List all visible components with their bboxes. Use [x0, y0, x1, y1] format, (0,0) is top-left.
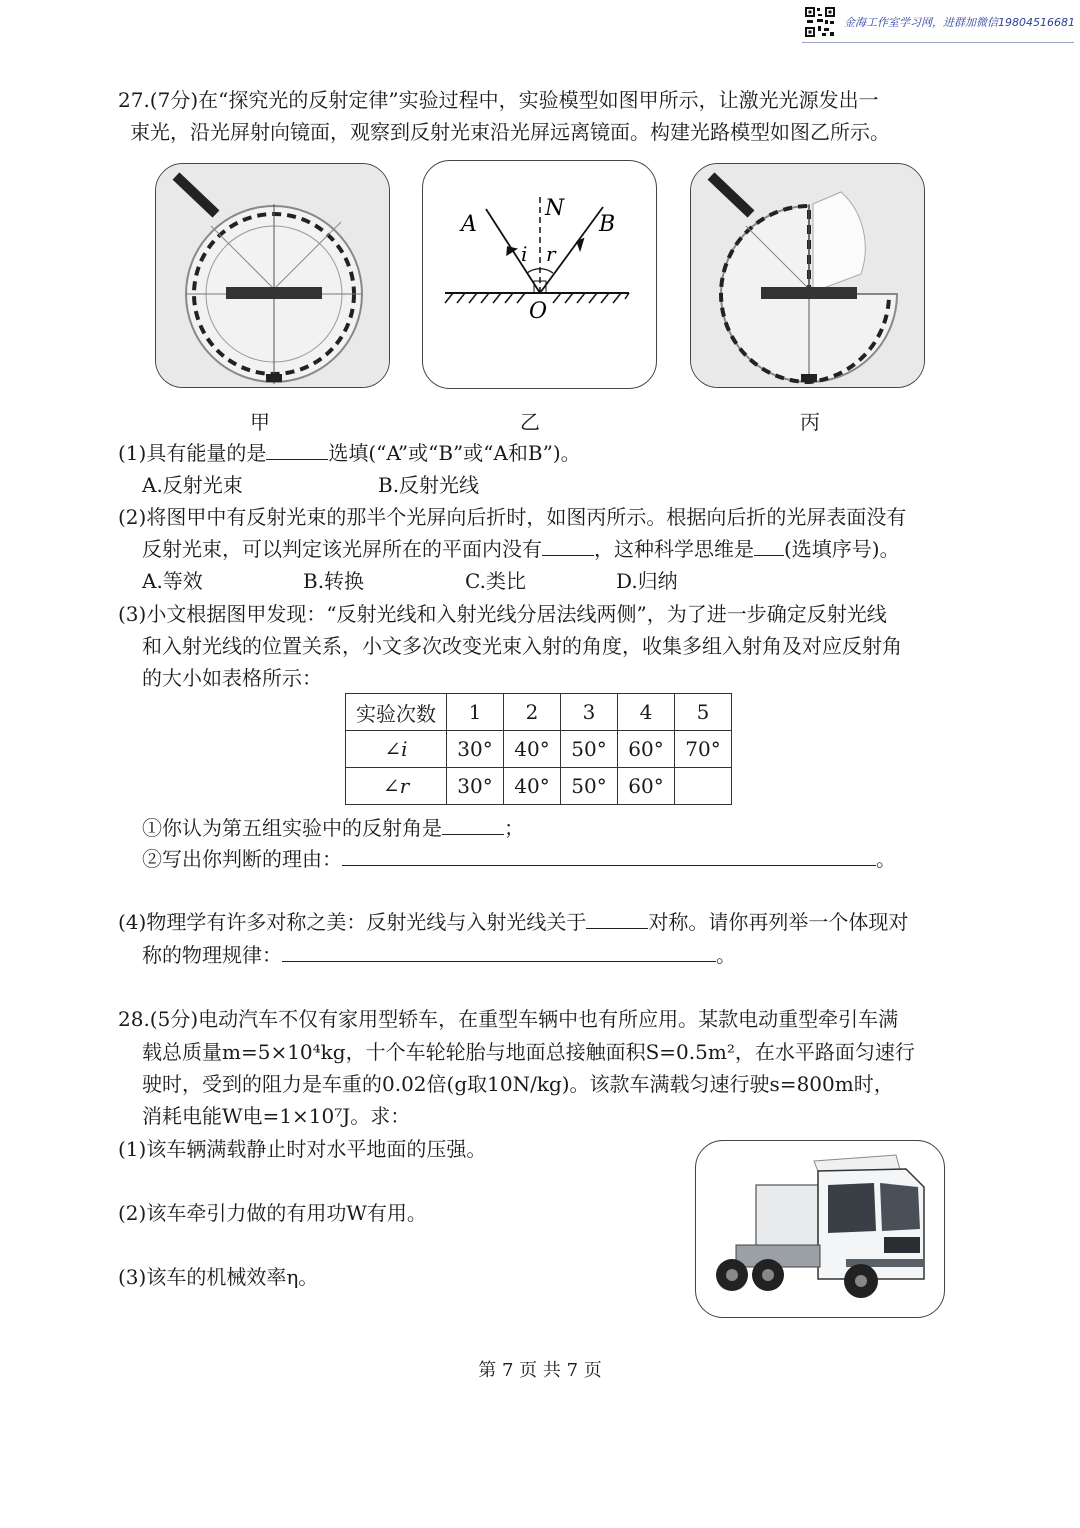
- q27-part2-text-c: (选填序号)。: [784, 537, 900, 561]
- header-divider: [802, 42, 1074, 43]
- q27-part3-line3: 的大小如表格所示：: [142, 666, 322, 690]
- q28-line4: 消耗电能W电=1×10⁷J。求：: [142, 1104, 411, 1128]
- q27-part2-line1: (2)将图甲中有反射光束的那半个光屏向后折时，如图丙所示。根据向后折的光屏表面没有: [118, 505, 907, 529]
- data-table: [345, 693, 732, 805]
- q27-part1: [118, 437, 581, 469]
- q27-part2-option-d: D.归纳: [616, 569, 678, 593]
- q28-line1: 28.(5分)电动汽车不仅有家用型轿车，在重型车辆中也有所应用。某款电动重型牵引车满: [118, 1007, 899, 1031]
- q27-part3-sub1-text: ①你认为第五组实验中的反射角是: [142, 816, 442, 840]
- diagram-label-o: O: [529, 299, 548, 324]
- q27-part1-option-a: A.反射光束: [142, 473, 243, 497]
- q27-part4-text-b: 对称。请你再列举一个体现对: [648, 910, 909, 934]
- q27-part2-option-b: B.转换: [303, 569, 365, 593]
- q27-part3-sub1: [142, 812, 524, 844]
- q27-part2-text-b: ，这种科学思维是: [594, 537, 754, 561]
- q27-part1-prefix: (1)具有能量的是: [118, 441, 267, 465]
- q27-part2-text-a: 反射光束，可以判定该光屏所在的平面内没有: [142, 537, 542, 561]
- answer-blank: [754, 537, 784, 556]
- q28-line3: 驶时，受到的阻力是车重的0.02倍(g取10N/kg)。该款车满载匀速行驶s=800m时，: [142, 1072, 894, 1096]
- q27-part4-line1: [118, 906, 908, 938]
- table-cell: 30°: [447, 768, 504, 805]
- table-row: [346, 694, 732, 731]
- answer-blank: [542, 537, 594, 556]
- answer-blank: [282, 943, 716, 962]
- figure-jia-photo: [155, 163, 390, 388]
- table-cell: 60°: [618, 731, 675, 768]
- diagram-label-a: A: [461, 212, 477, 237]
- diagram-label-i: i: [521, 242, 528, 266]
- q27-part4-line2-end: 。: [716, 943, 736, 967]
- q27-part4-line2-text: 称的物理规律：: [142, 943, 282, 967]
- table-cell: 70°: [675, 731, 732, 768]
- q28-question1: (1)该车辆满载静止时对水平地面的压强。: [118, 1137, 487, 1161]
- table-cell: 40°: [504, 731, 561, 768]
- q27-part1-option-b: B.反射光线: [378, 473, 480, 497]
- q27-line2: 束光，沿光屏射向镜面，观察到反射光束沿光屏远离镜面。构建光路模型如图乙所示。: [130, 120, 890, 144]
- table-header-cell: 实验次数: [346, 694, 447, 731]
- answer-blank: [342, 847, 876, 866]
- table-header-cell: 3: [561, 694, 618, 731]
- q27-part2-option-a: A.等效: [142, 569, 203, 593]
- electric-truck-image: [695, 1140, 945, 1318]
- page-footer: 第 7 页 共 7 页: [478, 1360, 602, 1381]
- answer-blank: [266, 441, 328, 460]
- table-header-cell: 5: [675, 694, 732, 731]
- figure-caption-yi: 乙: [520, 410, 540, 434]
- figure-yi-diagram: [422, 160, 657, 389]
- page-header: [802, 4, 1074, 40]
- q27-part3-line1: (3)小文根据图甲发现：“反射光线和入射光线分居法线两侧”，为了进一步确定反射光线: [118, 602, 887, 626]
- q27-part2-option-c: C.类比: [465, 569, 526, 593]
- q27-part1-suffix: 选填(“A”或“B”或“A和B”)。: [328, 441, 581, 465]
- figure-bing-photo: [690, 163, 925, 388]
- table-row: [346, 731, 732, 768]
- q27-part3-sub2: [142, 843, 896, 875]
- figure-caption-bing: 丙: [800, 410, 820, 434]
- table-cell: ∠r: [346, 768, 447, 805]
- diagram-label-n: N: [545, 196, 565, 221]
- table-cell: 30°: [447, 731, 504, 768]
- answer-blank: [586, 910, 648, 929]
- q27-part4-text-a: (4)物理学有许多对称之美：反射光线与入射光线关于: [118, 910, 587, 934]
- diagram-label-r: r: [546, 242, 556, 266]
- q27-line1: 27.(7分)在“探究光的反射定律”实验过程中，实验模型如图甲所示，让激光光源发出一: [118, 88, 879, 112]
- answer-blank: [442, 816, 504, 835]
- q27-part3-line2: 和入射光线的位置关系，小文多次改变光束入射的角度，收集多组入射角及对应反射角: [142, 634, 902, 658]
- diagram-label-b: B: [599, 212, 616, 237]
- table-cell: 50°: [561, 731, 618, 768]
- q28-line2: 载总质量m=5×10⁴kg，十个车轮轮胎与地面总接触面积S=0.5m²，在水平路面匀速行: [142, 1040, 915, 1064]
- table-cell: 60°: [618, 768, 675, 805]
- q27-part3-sub2-text: ②写出你判断的理由：: [142, 847, 342, 871]
- figure-caption-jia: 甲: [250, 410, 270, 434]
- table-row: [346, 768, 732, 805]
- q27-part4-line2: [142, 939, 736, 971]
- table-header-cell: 1: [447, 694, 504, 731]
- table-header-cell: 4: [618, 694, 675, 731]
- q28-question2: (2)该车牵引力做的有用功W有用。: [118, 1201, 427, 1225]
- table-cell: 40°: [504, 768, 561, 805]
- header-text: 金海工作室学习网，进群加微信19804516681: [844, 16, 1075, 29]
- q28-question3: (3)该车的机械效率η。: [118, 1265, 319, 1289]
- q27-part2-line2: [142, 533, 900, 565]
- table-cell: ∠i: [346, 731, 447, 768]
- q27-part3-sub1-end: ；: [504, 816, 524, 840]
- q27-part3-sub2-end: 。: [876, 847, 896, 871]
- qr-code-icon: [804, 6, 836, 38]
- table-cell: [675, 768, 732, 805]
- table-header-cell: 2: [504, 694, 561, 731]
- table-cell: 50°: [561, 768, 618, 805]
